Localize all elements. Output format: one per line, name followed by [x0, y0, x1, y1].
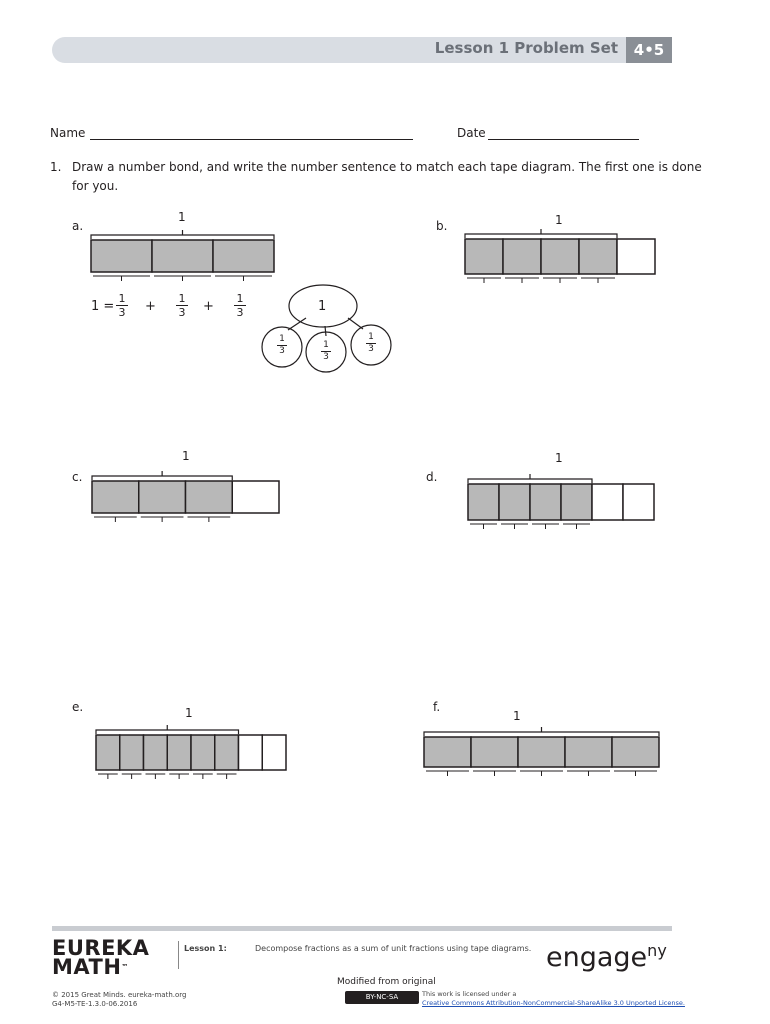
modified-note: Modified from original	[337, 977, 436, 987]
problem-e-whole-label: 1	[185, 706, 193, 720]
numerator: 1	[236, 292, 244, 305]
unit-bracket	[567, 771, 610, 776]
shaded-unit	[92, 481, 139, 513]
bond-whole-value: 1	[318, 299, 327, 314]
unit-bracket	[520, 771, 563, 776]
shaded-unit	[152, 240, 213, 272]
numerator: 1	[178, 292, 186, 305]
problem-e-label: e.	[72, 700, 84, 714]
unit-bracket	[188, 517, 231, 522]
problem-c-whole-label: 1	[182, 449, 190, 463]
unit-bracket	[563, 524, 590, 529]
numerator: 1	[279, 334, 285, 344]
unit-bracket	[93, 276, 150, 281]
engage-ny: ny	[647, 941, 667, 960]
shaded-unit	[565, 737, 612, 767]
problem-c-label: c.	[72, 470, 83, 484]
bond-part-3	[366, 332, 376, 355]
license-link[interactable]: Creative Commons Attribution-NonCommercial-ShareAlike 3.0 Unported License.	[422, 999, 685, 1007]
unshaded-unit	[623, 484, 654, 520]
shaded-unit	[144, 735, 168, 770]
whole-bracket	[91, 230, 274, 239]
date-label: Date	[457, 126, 486, 140]
shaded-unit	[465, 239, 503, 274]
tape-diagram	[465, 229, 655, 283]
engage-text: engage	[546, 942, 648, 973]
whole-bracket	[92, 471, 232, 480]
problem-f-label: f.	[433, 700, 441, 714]
logo-line-2	[52, 955, 149, 979]
name-label: Name	[50, 126, 86, 140]
denominator: 3	[321, 351, 331, 363]
problem-b-whole-label: 1	[555, 213, 563, 227]
unit-bracket	[98, 774, 118, 779]
question-text-line-2: for you.	[72, 179, 119, 193]
unit-bracket	[217, 774, 237, 779]
unit-bracket	[141, 517, 184, 522]
bond-part-1	[277, 334, 287, 357]
footer-divider	[178, 941, 179, 969]
shaded-unit	[96, 735, 120, 770]
plus-sign: +	[203, 299, 214, 314]
unit-bracket	[581, 278, 615, 283]
unshaded-unit	[592, 484, 623, 520]
tape-diagram	[96, 725, 286, 779]
bond-part-2	[321, 340, 331, 363]
problem-d-label: d.	[426, 470, 438, 484]
whole-bracket	[96, 725, 239, 734]
unit-bracket	[215, 276, 272, 281]
footer-lesson-label: Lesson 1:	[184, 944, 227, 953]
problem-d-whole-label: 1	[555, 451, 563, 465]
unit-bracket	[467, 278, 501, 283]
unit-bracket	[473, 771, 516, 776]
question-number: 1.	[50, 160, 62, 174]
engageny-logo	[546, 941, 667, 973]
sentence-fraction-1	[116, 292, 128, 319]
shaded-unit	[471, 737, 518, 767]
problem-a-label: a.	[72, 219, 84, 233]
plus-sign: +	[145, 299, 156, 314]
unit-bracket	[169, 774, 189, 779]
problem-f-whole-label: 1	[513, 709, 521, 723]
footer-code: G4-M5-TE-1.3.0-06.2016	[52, 1000, 138, 1008]
denominator: 3	[234, 305, 246, 319]
shaded-unit	[120, 735, 144, 770]
shaded-unit	[139, 481, 186, 513]
shaded-unit	[191, 735, 215, 770]
denominator: 3	[366, 343, 376, 355]
license-line-1: This work is licensed under a	[422, 990, 517, 998]
shaded-unit	[579, 239, 617, 274]
numerator: 1	[368, 332, 374, 342]
shaded-unit	[215, 735, 239, 770]
logo-line-1: EUREKA	[52, 936, 150, 960]
lesson-title: Lesson 1 Problem Set	[434, 39, 618, 57]
tape-diagram	[468, 474, 654, 529]
problem-a-whole-label: 1	[178, 210, 186, 224]
footer-rule	[52, 926, 672, 931]
shaded-unit	[530, 484, 561, 520]
unshaded-unit	[262, 735, 286, 770]
shaded-unit	[612, 737, 659, 767]
numerator: 1	[118, 292, 126, 305]
tape-diagram	[91, 230, 274, 281]
unit-bracket	[614, 771, 657, 776]
unshaded-unit	[617, 239, 655, 274]
numerator: 1	[323, 340, 329, 350]
sentence-fraction-2	[176, 292, 188, 319]
denominator: 3	[116, 305, 128, 319]
shaded-unit	[541, 239, 579, 274]
unit-bracket	[146, 774, 166, 779]
tape-diagram	[92, 471, 279, 522]
unit-bracket	[543, 278, 577, 283]
unit-bracket	[426, 771, 469, 776]
cc-license-badge: BY-NC-SA	[345, 991, 419, 1004]
unit-bracket	[470, 524, 497, 529]
unit-bracket	[122, 774, 142, 779]
shaded-unit	[186, 481, 233, 513]
shaded-unit	[561, 484, 592, 520]
grade-module-badge: 4•5	[626, 37, 672, 63]
shaded-unit	[167, 735, 191, 770]
unit-bracket	[94, 517, 137, 522]
sentence-fraction-3	[234, 292, 246, 319]
question-text-line-1: Draw a number bond, and write the number sentence to match each tape diagram. The first one is done	[72, 160, 702, 174]
shaded-unit	[468, 484, 499, 520]
unshaded-unit	[232, 481, 279, 513]
footer-copyright: © 2015 Great Minds. eureka-math.org	[52, 991, 187, 999]
tape-diagram	[424, 727, 659, 776]
logo-tm: ™	[121, 963, 129, 971]
whole-bracket	[424, 727, 659, 736]
shaded-unit	[499, 484, 530, 520]
denominator: 3	[176, 305, 188, 319]
sentence-lhs: 1 =	[91, 299, 115, 314]
unshaded-unit	[239, 735, 263, 770]
shaded-unit	[213, 240, 274, 272]
shaded-unit	[518, 737, 565, 767]
shaded-unit	[503, 239, 541, 274]
shaded-unit	[91, 240, 152, 272]
problem-b-label: b.	[436, 219, 448, 233]
unit-bracket	[505, 278, 539, 283]
unit-bracket	[154, 276, 211, 281]
shaded-unit	[424, 737, 471, 767]
footer-lesson-desc: Decompose fractions as a sum of unit fractions using tape diagrams.	[255, 944, 532, 953]
denominator: 3	[277, 345, 287, 357]
eureka-math-logo	[52, 936, 150, 979]
unit-bracket	[532, 524, 559, 529]
whole-bracket	[465, 229, 617, 238]
unit-bracket	[193, 774, 213, 779]
unit-bracket	[501, 524, 528, 529]
whole-bracket	[468, 474, 592, 483]
logo-line-2-text: MATH	[52, 955, 122, 979]
